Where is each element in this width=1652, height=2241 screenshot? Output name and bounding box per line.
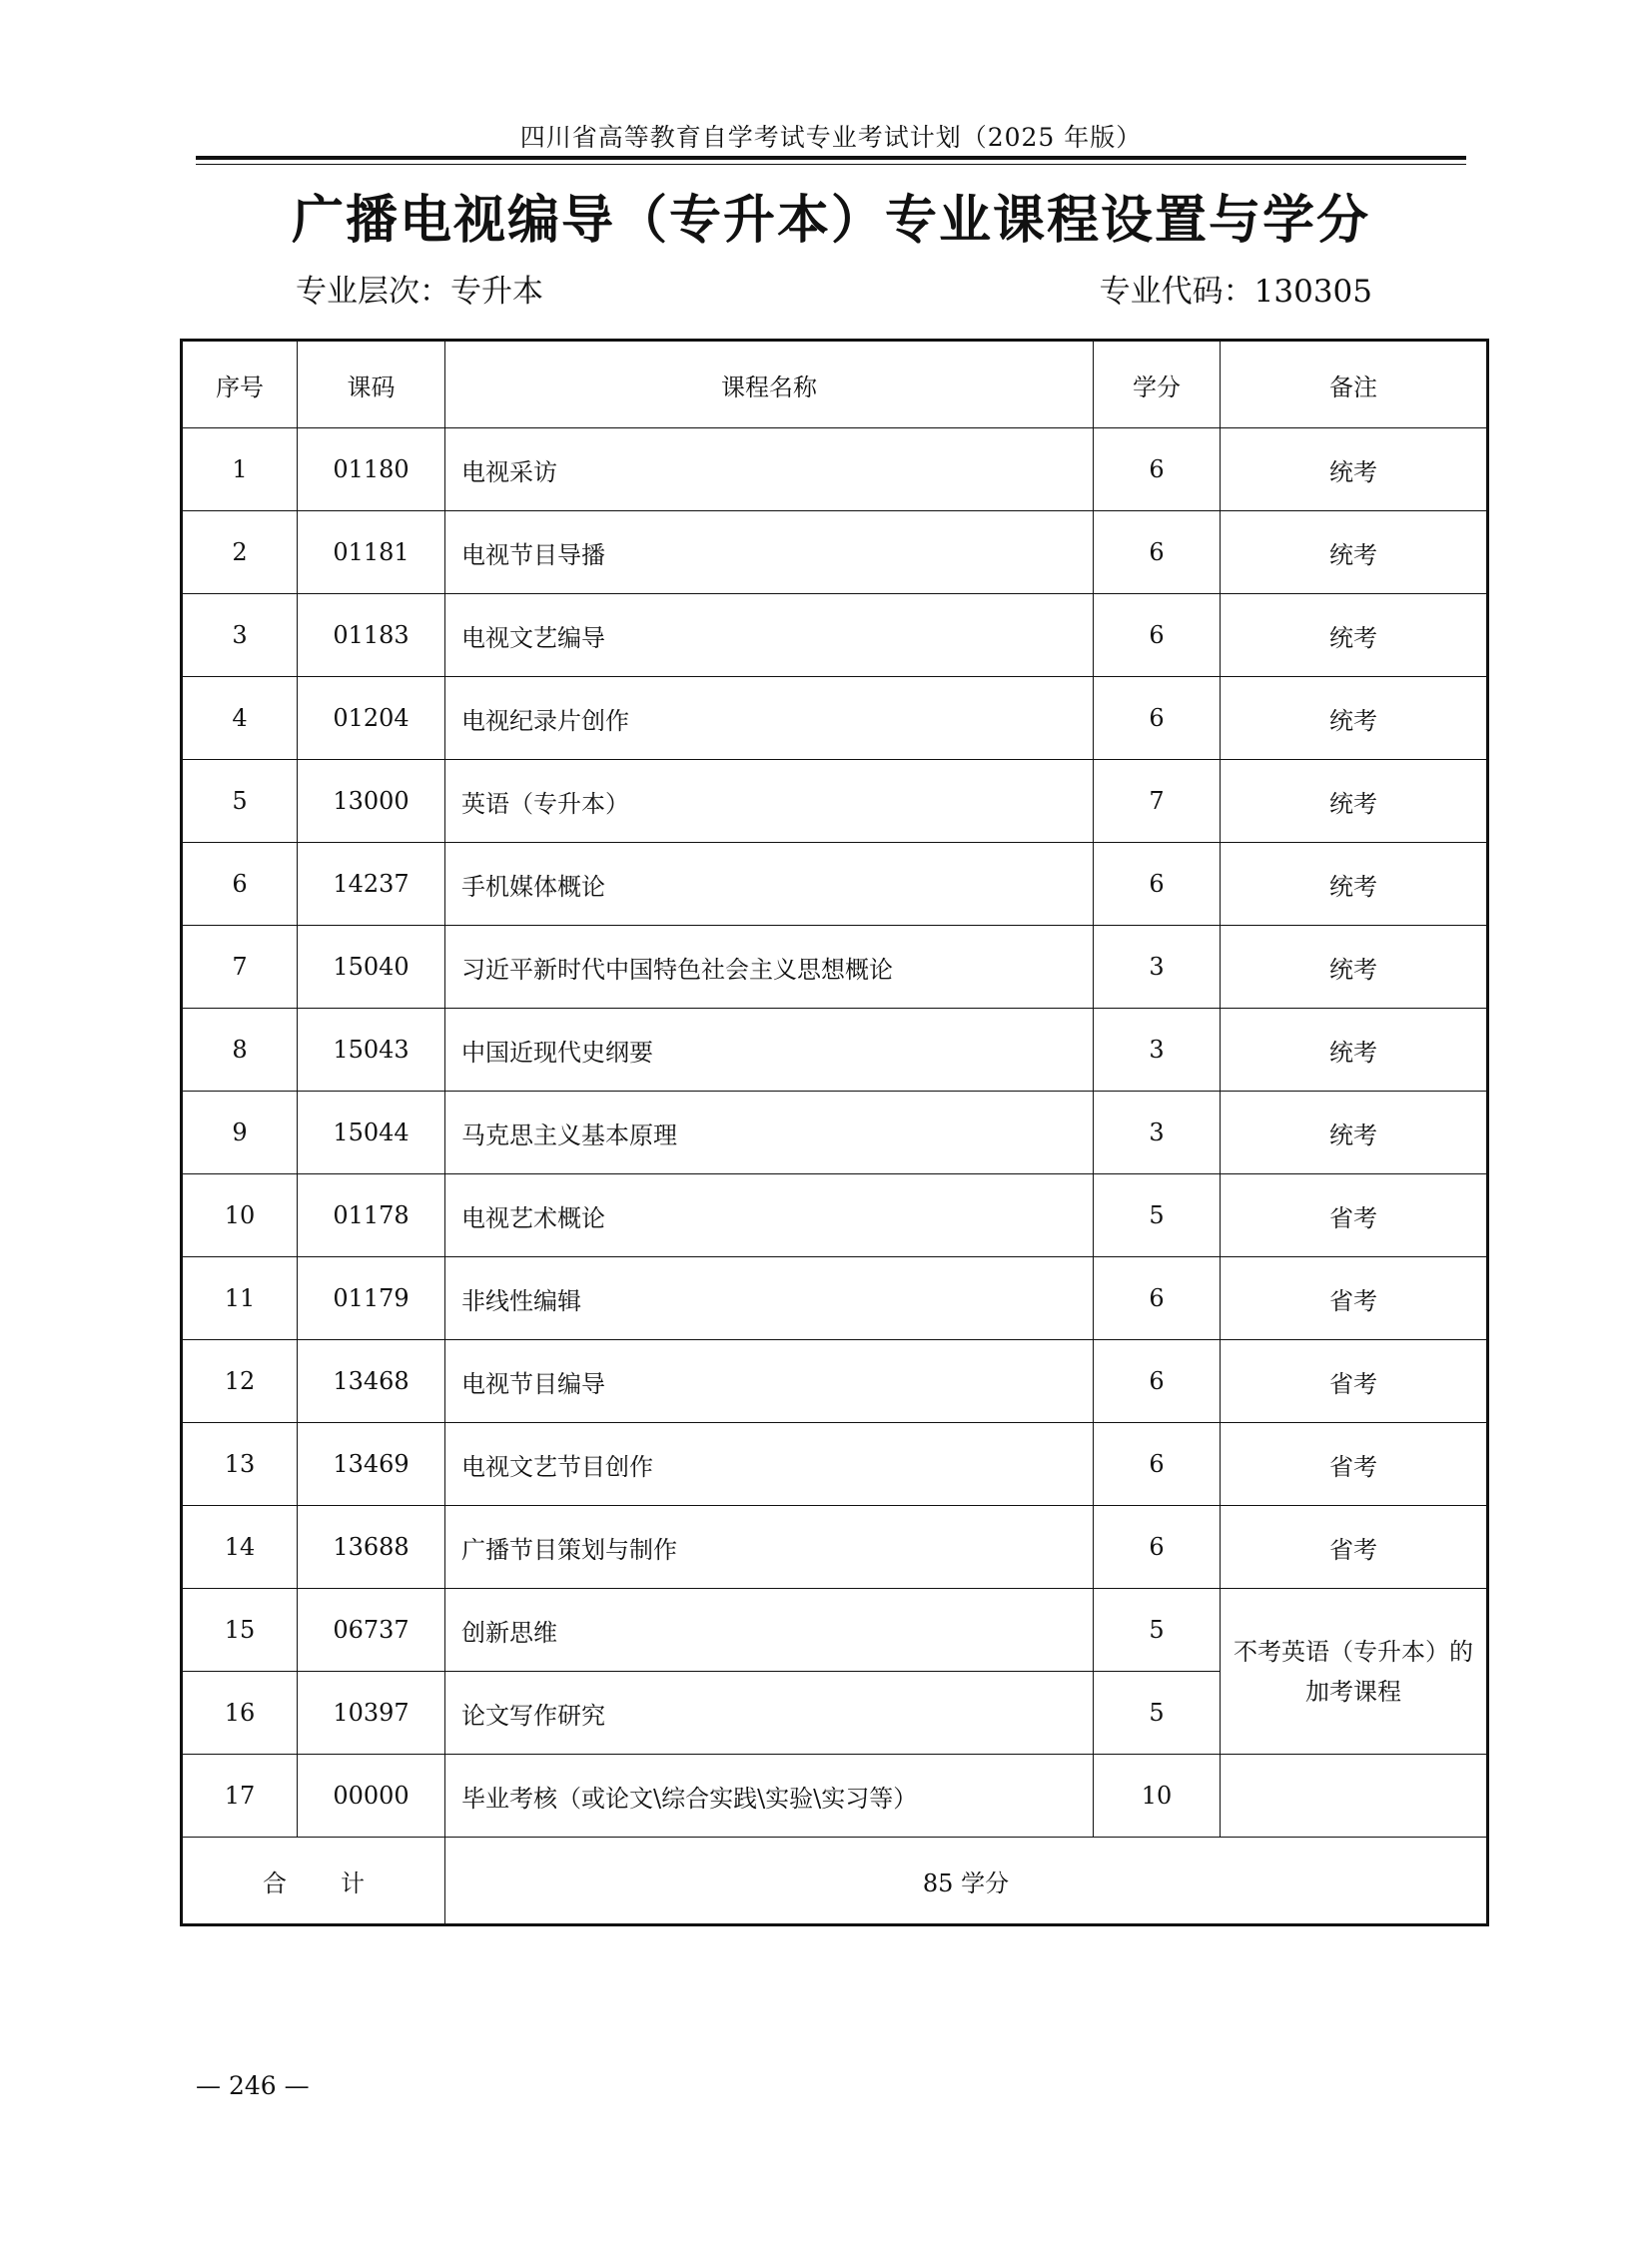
cell-no: 17 xyxy=(182,1755,298,1838)
total-value: 85 学分 xyxy=(445,1838,1488,1925)
table-row xyxy=(182,677,1488,760)
cell-code: 14237 xyxy=(298,843,445,926)
cell-no: 16 xyxy=(182,1672,298,1755)
course-table xyxy=(180,339,1489,1926)
cell-name: 习近平新时代中国特色社会主义思想概论 xyxy=(445,926,1094,1009)
cell-credits: 7 xyxy=(1094,760,1221,843)
cell-note: 统考 xyxy=(1221,843,1488,926)
cell-note: 省考 xyxy=(1221,1174,1488,1257)
cell-note: 统考 xyxy=(1221,1092,1488,1174)
cell-name: 英语（专升本） xyxy=(445,760,1094,843)
cell-credits: 3 xyxy=(1094,926,1221,1009)
cell-note: 省考 xyxy=(1221,1340,1488,1423)
cell-name: 电视采访 xyxy=(445,428,1094,511)
cell-note: 省考 xyxy=(1221,1506,1488,1589)
cell-name: 手机媒体概论 xyxy=(445,843,1094,926)
cell-no: 15 xyxy=(182,1589,298,1672)
cell-note xyxy=(1221,1755,1488,1838)
cell-no: 1 xyxy=(182,428,298,511)
cell-note-merged xyxy=(1221,1589,1488,1755)
table-header-row xyxy=(182,341,1488,428)
cell-note: 统考 xyxy=(1221,1009,1488,1092)
table-row xyxy=(182,1589,1488,1672)
running-header: 四川省高等教育自学考试专业考试计划（2025 年版） xyxy=(519,123,1143,152)
page-title: 广播电视编导（专升本）专业课程设置与学分 xyxy=(291,191,1370,251)
cell-credits: 6 xyxy=(1094,1506,1221,1589)
major-level-label: 专业层次： xyxy=(296,274,450,310)
major-code-value: 130305 xyxy=(1253,274,1372,310)
cell-name: 电视艺术概论 xyxy=(445,1174,1094,1257)
cell-name: 电视节目导播 xyxy=(445,511,1094,594)
cell-name: 创新思维 xyxy=(445,1589,1094,1672)
cell-credits: 6 xyxy=(1094,511,1221,594)
cell-code: 13468 xyxy=(298,1340,445,1423)
cell-note: 统考 xyxy=(1221,760,1488,843)
cell-credits: 6 xyxy=(1094,594,1221,677)
cell-code: 01204 xyxy=(298,677,445,760)
table-row xyxy=(182,760,1488,843)
table-row xyxy=(182,1755,1488,1838)
cell-name: 电视文艺节目创作 xyxy=(445,1423,1094,1506)
cell-credits: 6 xyxy=(1094,1340,1221,1423)
cell-code: 01179 xyxy=(298,1257,445,1340)
cell-no: 9 xyxy=(182,1092,298,1174)
cell-code: 00000 xyxy=(298,1755,445,1838)
header-code: 课码 xyxy=(298,341,445,428)
table-row xyxy=(182,926,1488,1009)
cell-code: 13688 xyxy=(298,1506,445,1589)
major-code xyxy=(1100,266,1372,311)
cell-note: 省考 xyxy=(1221,1423,1488,1506)
cell-note: 统考 xyxy=(1221,677,1488,760)
cell-note: 统考 xyxy=(1221,926,1488,1009)
cell-note: 统考 xyxy=(1221,594,1488,677)
cell-credits: 3 xyxy=(1094,1009,1221,1092)
cell-no: 11 xyxy=(182,1257,298,1340)
cell-no: 6 xyxy=(182,843,298,926)
cell-code: 15044 xyxy=(298,1092,445,1174)
table-row xyxy=(182,1174,1488,1257)
cell-code: 10397 xyxy=(298,1672,445,1755)
cell-code: 01181 xyxy=(298,511,445,594)
table-row xyxy=(182,1506,1488,1589)
cell-credits: 5 xyxy=(1094,1672,1221,1755)
cell-credits: 6 xyxy=(1094,1423,1221,1506)
header-rule-thick xyxy=(196,156,1466,160)
cell-name: 广播节目策划与制作 xyxy=(445,1506,1094,1589)
cell-credits: 5 xyxy=(1094,1589,1221,1672)
cell-name: 电视文艺编导 xyxy=(445,594,1094,677)
header-rule-thin xyxy=(196,164,1466,165)
cell-note: 统考 xyxy=(1221,428,1488,511)
cell-credits: 6 xyxy=(1094,843,1221,926)
cell-code: 01178 xyxy=(298,1174,445,1257)
header-note: 备注 xyxy=(1221,341,1488,428)
cell-name: 论文写作研究 xyxy=(445,1672,1094,1755)
major-level-value: 专升本 xyxy=(450,274,543,310)
cell-no: 5 xyxy=(182,760,298,843)
table-row xyxy=(182,1092,1488,1174)
cell-code: 13000 xyxy=(298,760,445,843)
merged-note-line2: 加考课程 xyxy=(1305,1677,1401,1706)
cell-credits: 6 xyxy=(1094,1257,1221,1340)
cell-code: 13469 xyxy=(298,1423,445,1506)
cell-name: 电视纪录片创作 xyxy=(445,677,1094,760)
cell-credits: 6 xyxy=(1094,428,1221,511)
cell-credits: 10 xyxy=(1094,1755,1221,1838)
cell-name: 马克思主义基本原理 xyxy=(445,1092,1094,1174)
table-row xyxy=(182,1257,1488,1340)
cell-no: 10 xyxy=(182,1174,298,1257)
cell-code: 06737 xyxy=(298,1589,445,1672)
cell-name: 中国近现代史纲要 xyxy=(445,1009,1094,1092)
header-credits: 学分 xyxy=(1094,341,1221,428)
merged-note-line1: 不考英语（专升本）的 xyxy=(1234,1637,1473,1666)
cell-no: 14 xyxy=(182,1506,298,1589)
cell-no: 3 xyxy=(182,594,298,677)
cell-credits: 5 xyxy=(1094,1174,1221,1257)
header-name: 课程名称 xyxy=(445,341,1094,428)
cell-no: 12 xyxy=(182,1340,298,1423)
cell-credits: 3 xyxy=(1094,1092,1221,1174)
cell-no: 4 xyxy=(182,677,298,760)
cell-note: 统考 xyxy=(1221,511,1488,594)
cell-name: 非线性编辑 xyxy=(445,1257,1094,1340)
total-label-cell xyxy=(182,1838,445,1925)
cell-name: 毕业考核（或论文\综合实践\实验\实习等） xyxy=(445,1755,1094,1838)
cell-name: 电视节目编导 xyxy=(445,1340,1094,1423)
cell-no: 2 xyxy=(182,511,298,594)
major-code-label: 专业代码： xyxy=(1099,274,1254,310)
table-row xyxy=(182,843,1488,926)
total-label: 合计 xyxy=(263,1868,418,1897)
major-level xyxy=(296,266,543,311)
cell-credits: 6 xyxy=(1094,677,1221,760)
table-row xyxy=(182,428,1488,511)
cell-note: 省考 xyxy=(1221,1257,1488,1340)
header-no: 序号 xyxy=(182,341,298,428)
table-row xyxy=(182,594,1488,677)
table-row xyxy=(182,511,1488,594)
cell-no: 13 xyxy=(182,1423,298,1506)
total-row xyxy=(182,1838,1488,1925)
cell-no: 8 xyxy=(182,1009,298,1092)
cell-code: 01180 xyxy=(298,428,445,511)
table-row xyxy=(182,1009,1488,1092)
table-row xyxy=(182,1340,1488,1423)
table-row xyxy=(182,1423,1488,1506)
cell-code: 01183 xyxy=(298,594,445,677)
page-number: — 246 — xyxy=(196,2071,310,2100)
cell-code: 15040 xyxy=(298,926,445,1009)
cell-no: 7 xyxy=(182,926,298,1009)
cell-code: 15043 xyxy=(298,1009,445,1092)
